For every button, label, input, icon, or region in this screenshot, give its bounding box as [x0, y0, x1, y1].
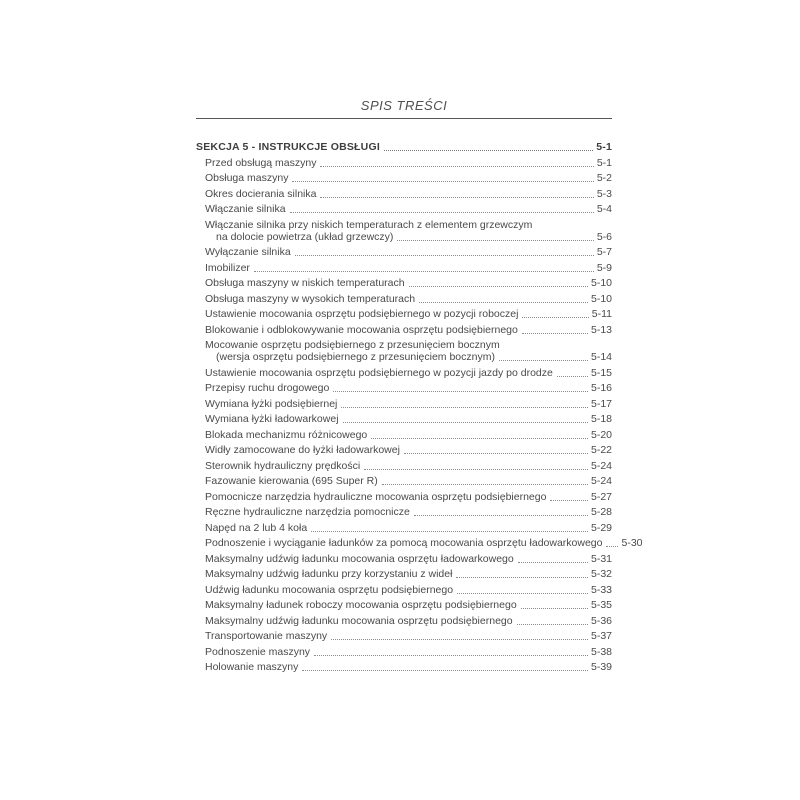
- page-content: [196, 98, 643, 678]
- dot-leader: [404, 453, 588, 454]
- dot-leader: [499, 360, 588, 361]
- toc-entry-row: [205, 492, 612, 503]
- toc-entry-row: [205, 173, 612, 184]
- toc-entry-label: Pomocnicze narzędzia hydrauliczne mocowania osprzętu podsiębiernego: [205, 490, 547, 503]
- toc-entry-row: [205, 647, 612, 658]
- toc-entry-label: Sterownik hydrauliczny prędkości: [205, 459, 361, 472]
- toc-entry-label: Okres docierania silnika: [205, 187, 317, 200]
- toc-entry-page: 5-30: [621, 537, 643, 549]
- toc-entry-label: Imobilizer: [205, 261, 250, 274]
- toc-entry-label: Widły zamocowane do łyżki ładowarkowej: [205, 444, 400, 456]
- dot-leader: [343, 422, 588, 423]
- toc-entry: [196, 476, 612, 487]
- dot-leader: [521, 608, 588, 609]
- toc-entry-row: [205, 278, 612, 289]
- toc-entry-page: 5-2: [596, 172, 612, 184]
- dot-leader: [606, 546, 618, 547]
- toc-entry-row: [205, 368, 612, 379]
- toc-entry-page: 5-11: [591, 308, 612, 320]
- toc-entry: [196, 189, 612, 200]
- toc-entry: [196, 325, 612, 336]
- toc-entry-row: [205, 383, 612, 394]
- toc-entry-row: [205, 309, 612, 320]
- toc-section-entry: [196, 142, 612, 153]
- toc-entry-label-continued: (wersja osprzętu podsiębiernego z przesunięciem bocznym): [216, 351, 495, 363]
- dot-leader: [517, 624, 588, 625]
- dot-leader: [550, 500, 588, 501]
- toc-entry-row: [205, 263, 612, 274]
- toc-entry-label: Włączanie silnika przy niskich temperaturach z elementem grzewczym: [205, 218, 533, 231]
- toc-entry-label: Wyłączanie silnika: [205, 246, 291, 258]
- toc-entry: [196, 647, 612, 658]
- toc-entry-label: Transportowanie maszyny: [205, 630, 328, 642]
- toc-entry-label: Maksymalny udźwig ładunku mocowania osprzętu podsiębiernego: [205, 614, 513, 627]
- toc-entry-row: [205, 662, 612, 673]
- toc-entry-label: Przed obsługą maszyny: [205, 156, 317, 169]
- toc-entry-row: [205, 399, 612, 410]
- toc-entry-page: 5-35: [590, 599, 612, 611]
- toc-entry-page: 5-38: [590, 645, 612, 658]
- toc-entry-label: Wymiana łyżki podsiębiernej: [205, 397, 338, 410]
- toc-entry-page: 5-1: [596, 156, 612, 169]
- toc-entry-page: 5-3: [596, 187, 612, 200]
- toc-entry-label: Blokada mechanizmu różnicowego: [205, 428, 368, 441]
- dot-leader: [331, 639, 588, 640]
- toc-entry-row: [205, 476, 612, 487]
- toc-entry: [196, 523, 612, 534]
- toc-entry-row: [205, 352, 612, 363]
- dot-leader: [414, 515, 588, 516]
- dot-leader: [409, 286, 588, 287]
- toc-entry-label: Ustawienie mocowania osprzętu podsiębiernego w pozycji jazdy po drodze: [205, 366, 553, 379]
- toc-entry-page: 5-17: [590, 397, 612, 410]
- dot-leader: [364, 469, 588, 470]
- toc-entry: [196, 430, 612, 441]
- toc-entry-page: 5-36: [590, 614, 612, 627]
- toc-entry: [196, 158, 612, 169]
- toc-entry: [196, 585, 612, 596]
- dot-leader: [382, 484, 588, 485]
- dot-leader: [457, 593, 588, 594]
- toc-entry-row: [205, 569, 612, 580]
- toc-entry-page: 5-6: [596, 230, 612, 243]
- toc-entry-page: 5-28: [590, 506, 612, 518]
- toc-entry: [196, 173, 612, 184]
- toc-entry-label: Podnoszenie maszyny: [205, 645, 311, 658]
- toc-entry-row: [196, 142, 612, 153]
- toc-entry: [196, 569, 612, 580]
- page-title: SPIS TREŚCI: [196, 98, 612, 119]
- toc-entry-label: Napęd na 2 lub 4 koła: [205, 521, 308, 534]
- toc-entry-row: [205, 631, 612, 642]
- toc-entry-page: 5-24: [590, 459, 612, 472]
- toc-entry-row: [205, 294, 612, 305]
- toc-entry: [196, 309, 612, 320]
- toc-entry-row: [205, 247, 612, 258]
- toc-entry-page: 5-14: [590, 351, 612, 363]
- toc-entry: [196, 399, 612, 410]
- toc-entry: [196, 414, 612, 425]
- dot-leader: [320, 197, 593, 198]
- toc-entry-row: [205, 430, 612, 441]
- toc-entry: [196, 368, 612, 379]
- dot-leader: [341, 407, 588, 408]
- toc-entry: [196, 204, 612, 215]
- toc-entry-row: [205, 554, 612, 565]
- toc-entry-page: 5-16: [590, 382, 612, 394]
- dot-leader: [320, 166, 593, 167]
- dot-leader: [371, 438, 588, 439]
- toc-entry: [196, 616, 612, 627]
- toc-entry-row: [205, 461, 612, 472]
- toc-entry-row: [205, 189, 612, 200]
- toc-entry-row: [205, 537, 643, 549]
- toc-entry-page: 5-18: [590, 413, 612, 425]
- toc-entry-label: Przepisy ruchu drogowego: [205, 382, 330, 394]
- toc-entry: [196, 263, 612, 274]
- toc-entry: [196, 294, 612, 305]
- toc-list: [196, 141, 643, 673]
- toc-entry: [196, 461, 612, 472]
- toc-entry-page: 5-20: [590, 428, 612, 441]
- dot-leader: [314, 655, 588, 656]
- toc-entry-label: Holowanie maszyny: [205, 661, 299, 673]
- toc-entry-page: 5-33: [590, 583, 612, 596]
- toc-entry-row: [205, 232, 612, 243]
- toc-entry-page: 5-32: [590, 568, 612, 580]
- toc-entry-row: [205, 585, 612, 596]
- dot-leader: [384, 150, 593, 151]
- dot-leader: [254, 271, 594, 272]
- toc-entry: [196, 383, 612, 394]
- toc-entry-row: [205, 600, 612, 611]
- toc-entry: [196, 445, 612, 456]
- toc-entry: [196, 662, 612, 673]
- toc-entry-label: Wymiana łyżki ładowarkowej: [205, 413, 339, 425]
- toc-entry: [196, 278, 612, 289]
- toc-entry: [196, 340, 612, 363]
- toc-entry-label: Udźwig ładunku mocowania osprzętu podsiębiernego: [205, 583, 454, 596]
- toc-entry-label: Ręczne hydrauliczne narzędzia pomocnicze: [205, 506, 410, 518]
- dot-leader: [456, 577, 588, 578]
- toc-entry-page: 5-10: [590, 292, 612, 305]
- dot-leader: [333, 391, 588, 392]
- toc-entry-row: [205, 445, 612, 456]
- toc-entry-page: 5-39: [590, 661, 612, 673]
- toc-entry-label: Ustawienie mocowania osprzętu podsiębiernego w pozycji roboczej: [205, 308, 519, 320]
- dot-leader: [557, 376, 588, 377]
- toc-entry-row: [205, 616, 612, 627]
- toc-entry-label: Blokowanie i odblokowywanie mocowania osprzętu podsiębiernego: [205, 323, 518, 336]
- toc-entry-label: Maksymalny ładunek roboczy mocowania osprzętu podsiębiernego: [205, 599, 517, 611]
- toc-entry-label: Maksymalny udźwig ładunku mocowania osprzętu ładowarkowego: [205, 552, 514, 565]
- dot-leader: [518, 562, 588, 563]
- toc-entry-label: Maksymalny udźwig ładunku przy korzystaniu z wideł: [205, 568, 453, 580]
- dot-leader: [295, 255, 594, 256]
- toc-entry-row: [205, 325, 612, 336]
- toc-entry-row: [205, 414, 612, 425]
- toc-entry: [196, 507, 612, 518]
- toc-entry-page: 5-24: [590, 475, 612, 487]
- toc-entry-page: 5-27: [590, 490, 612, 503]
- dot-leader: [292, 181, 593, 182]
- dot-leader: [522, 333, 588, 334]
- toc-entry: [196, 600, 612, 611]
- dot-leader: [419, 302, 588, 303]
- toc-entry-row: [205, 204, 612, 215]
- dot-leader: [397, 240, 593, 241]
- toc-entry-label: Włączanie silnika: [205, 203, 286, 215]
- toc-entry: [196, 220, 612, 243]
- toc-entry-label-continued: na dolocie powietrza (układ grzewczy): [216, 230, 394, 243]
- dot-leader: [522, 317, 588, 318]
- toc-entry-page: 5-13: [590, 323, 612, 336]
- toc-entry-page: 5-15: [590, 366, 612, 379]
- toc-entry-row: [205, 158, 612, 169]
- toc-entry-page: 5-7: [596, 246, 612, 258]
- toc-entry-page: 5-29: [590, 521, 612, 534]
- dot-leader: [302, 670, 588, 671]
- toc-entry-page: 5-4: [596, 203, 612, 215]
- toc-entry: [196, 247, 612, 258]
- toc-entry-label: Fazowanie kierowania (695 Super R): [205, 475, 378, 487]
- toc-entry-label: Podnoszenie i wyciąganie ładunków za pomocą mocowania osprzętu ładowarkowego: [205, 537, 603, 549]
- dot-leader: [290, 212, 594, 213]
- toc-entry-page: 5-37: [590, 630, 612, 642]
- toc-entry: [196, 554, 612, 565]
- toc-entry-label: Obsługa maszyny w wysokich temperaturach: [205, 292, 416, 305]
- toc-entry-row: [205, 507, 612, 518]
- toc-entry: [196, 631, 612, 642]
- toc-entry-page: 5-1: [596, 141, 612, 153]
- toc-entry-row: [205, 523, 612, 534]
- toc-entry: [196, 492, 612, 503]
- toc-entry-label: SEKCJA 5 - INSTRUKCJE OBSŁUGI: [196, 141, 380, 153]
- toc-entry-page: 5-31: [590, 552, 612, 565]
- dot-leader: [311, 531, 588, 532]
- toc-entry-label: Mocowanie osprzętu podsiębiernego z przesunięciem bocznym: [205, 339, 500, 351]
- toc-entry-label: Obsługa maszyny w niskich temperaturach: [205, 277, 405, 289]
- toc-entry-label: Obsługa maszyny: [205, 172, 289, 184]
- toc-entry-page: 5-10: [590, 277, 612, 289]
- toc-entry-page: 5-9: [596, 261, 612, 274]
- toc-entry-page: 5-22: [590, 444, 612, 456]
- toc-entry: [196, 537, 643, 549]
